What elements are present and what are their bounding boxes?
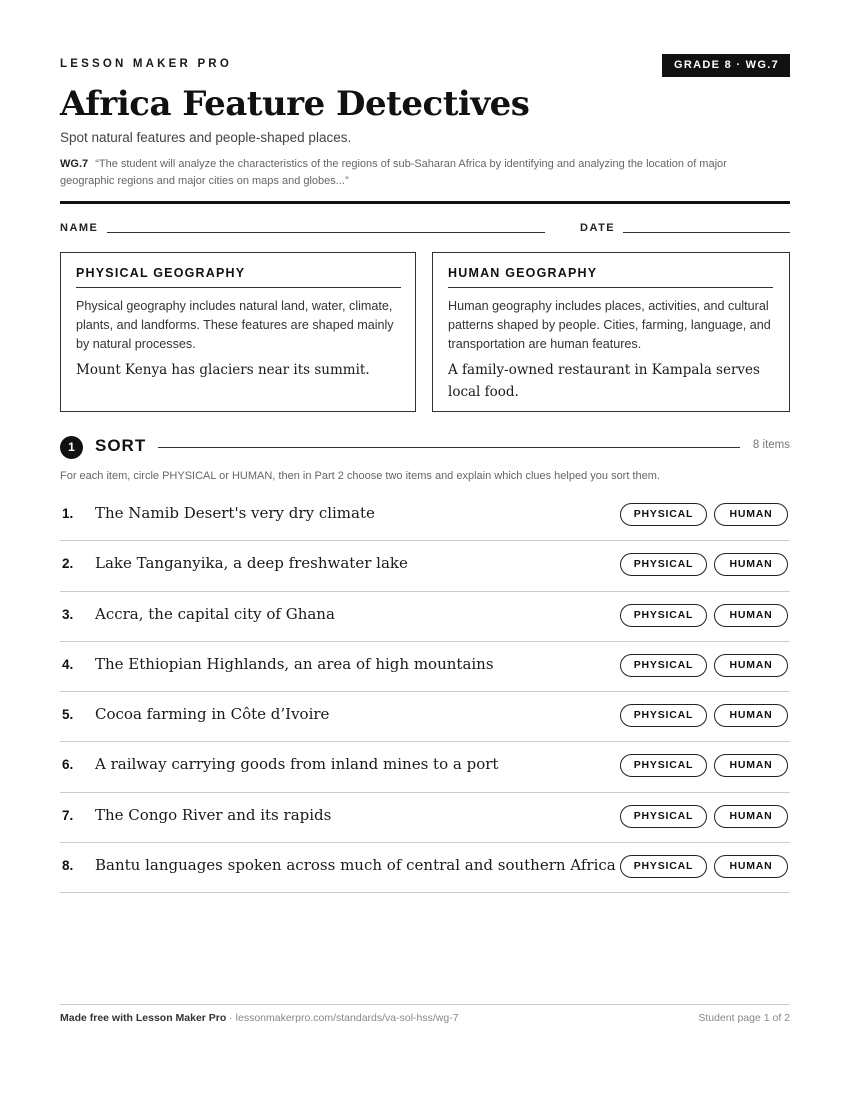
list-item (60, 793, 790, 843)
item-number: 2. (62, 556, 74, 572)
list-item (60, 843, 790, 893)
card-definition: Physical geography includes natural land, water, climate, plants, and landforms. These features are shaped mainly by natural processes. (76, 299, 394, 351)
physical-option[interactable]: PHYSICAL (620, 805, 707, 828)
physical-option[interactable]: PHYSICAL (620, 855, 707, 878)
item-number: 1. (62, 506, 74, 521)
footer-made-with: Made free with Lesson Maker Pro (60, 1012, 227, 1024)
date-label: DATE (580, 222, 616, 234)
brand-name: LESSON MAKER PRO (60, 58, 232, 70)
worksheet-page (60, 0, 790, 1100)
human-option[interactable]: HUMAN (714, 503, 788, 526)
list-item (60, 642, 790, 692)
name-field[interactable] (107, 232, 545, 233)
human-geography-card (432, 252, 790, 412)
item-count: 8 items (752, 439, 790, 451)
human-option[interactable]: HUMAN (714, 855, 788, 878)
human-option[interactable]: HUMAN (714, 754, 788, 777)
human-option[interactable]: HUMAN (714, 553, 788, 576)
header-divider (60, 201, 790, 204)
list-item (60, 592, 790, 642)
sort-item-list (60, 491, 790, 893)
section-divider (158, 447, 740, 448)
card-definition: Human geography includes places, activities, and cultural patterns shaped by people. Cities, farming, language, and transportation are human features. (448, 299, 771, 351)
grade-badge: GRADE 8 · WG.7 (662, 54, 790, 77)
item-number: 4. (62, 656, 74, 672)
item-number: 5. (62, 707, 74, 723)
item-number: 6. (62, 757, 74, 773)
standard-code: WG.7 (60, 158, 89, 170)
card-example: A family-owned restaurant in Kampala serves local food. (448, 362, 760, 400)
list-item (60, 491, 790, 541)
physical-option[interactable]: PHYSICAL (620, 704, 707, 727)
standard-description (60, 156, 780, 190)
physical-option[interactable]: PHYSICAL (620, 754, 707, 777)
item-text: Cocoa farming in Côte d’Ivoire (95, 705, 330, 724)
list-item (60, 692, 790, 742)
footer-credit (60, 1012, 459, 1024)
section-instructions: For each item, circle PHYSICAL or HUMAN, then in Part 2 choose two items and explain which clues helped you sort them. (60, 470, 660, 482)
page-subtitle: Spot natural features and people-shaped places. (60, 130, 352, 145)
item-text: Accra, the capital city of Ghana (95, 604, 335, 623)
card-heading: PHYSICAL GEOGRAPHY (76, 266, 401, 288)
footer-url[interactable]: · lessonmakerpro.com/standards/va-sol-hss/wg-7 (226, 1012, 459, 1024)
page-title: Africa Feature Detectives (60, 84, 530, 124)
item-text: The Congo River and its rapids (95, 805, 332, 824)
item-text: Lake Tanganyika, a deep freshwater lake (95, 554, 408, 573)
name-label: NAME (60, 222, 99, 234)
list-item (60, 742, 790, 792)
item-text: Bantu languages spoken across much of central and southern Africa (95, 856, 616, 875)
physical-option[interactable]: PHYSICAL (620, 654, 707, 677)
section-title: SORT (95, 436, 147, 455)
list-item (60, 541, 790, 591)
item-number: 7. (62, 807, 74, 823)
physical-option[interactable]: PHYSICAL (620, 604, 707, 627)
item-number: 3. (62, 606, 74, 622)
item-text: A railway carrying goods from inland mines to a port (95, 755, 499, 774)
section-number-badge: 1 (60, 436, 83, 459)
standard-text: “The student will analyze the characteristics of the regions of sub-Saharan Africa by identifying and analyzing the location of major geographic regions and major cities on maps and globes...” (60, 158, 727, 187)
item-number: 8. (62, 858, 74, 874)
human-option[interactable]: HUMAN (714, 654, 788, 677)
item-text: The Namib Desert's very dry climate (95, 504, 375, 522)
page-indicator: Student page 1 of 2 (698, 1012, 790, 1024)
physical-option[interactable]: PHYSICAL (620, 553, 707, 576)
human-option[interactable]: HUMAN (714, 604, 788, 627)
footer-divider (60, 1004, 790, 1005)
physical-geography-card (60, 252, 416, 412)
human-option[interactable]: HUMAN (714, 805, 788, 828)
date-field[interactable] (623, 232, 790, 233)
item-text: The Ethiopian Highlands, an area of high mountains (95, 654, 494, 673)
physical-option[interactable]: PHYSICAL (620, 503, 707, 526)
card-heading: HUMAN GEOGRAPHY (448, 266, 773, 288)
card-example: Mount Kenya has glaciers near its summit. (76, 362, 370, 378)
human-option[interactable]: HUMAN (714, 704, 788, 727)
